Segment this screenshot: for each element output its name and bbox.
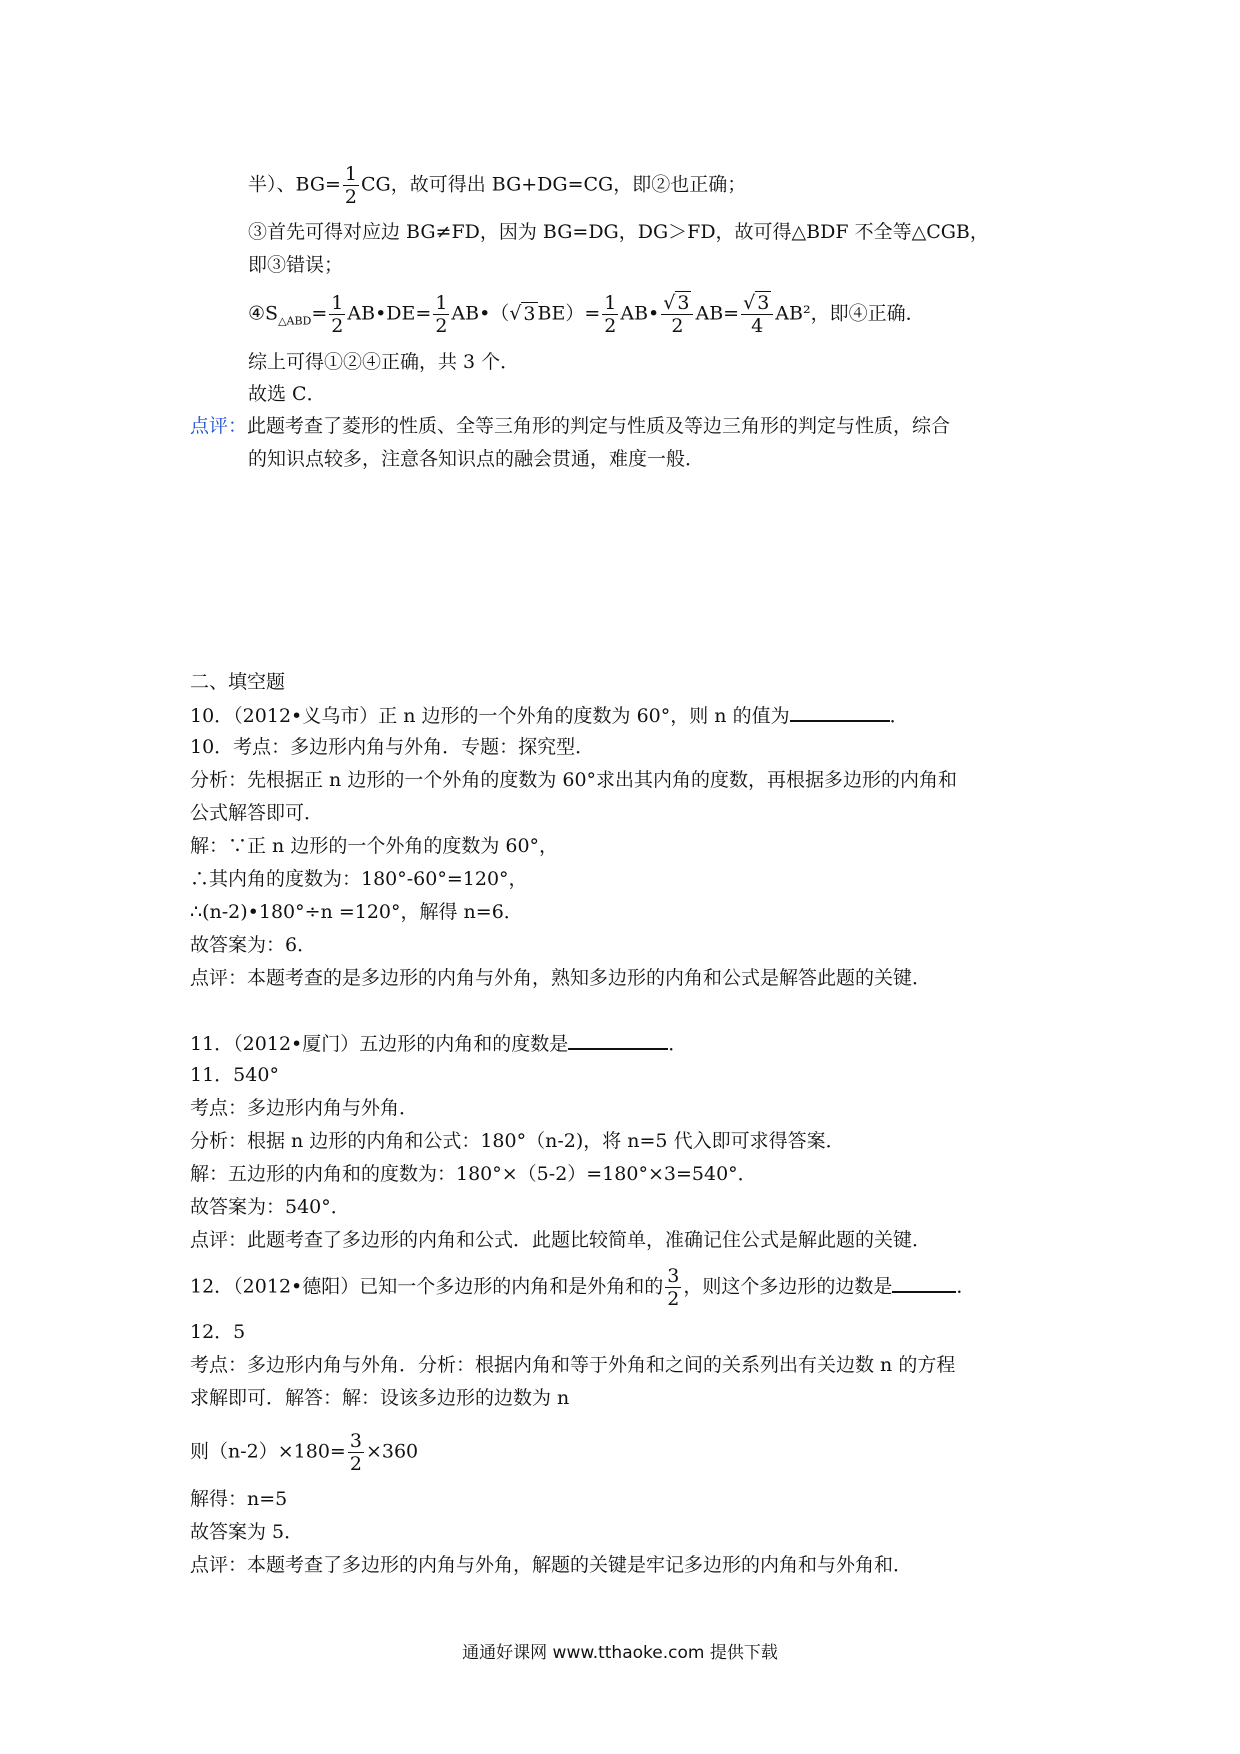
prev-l4-a: ④S [248,302,279,325]
q12-line-3: 求解即可．解答：解：设该多边形的边数为 n [190,1387,570,1409]
frac-num: 1 [435,292,448,314]
frac-num: 1 [604,292,617,314]
sqrt-radicand: 3 [677,292,690,314]
prev-line-3: 即③错误； [248,254,344,276]
section-title: 二、填空题 [190,671,286,693]
q10-line-1: 10．考点：多边形内角与外角．专题：探究型． [190,736,595,758]
q12-line-2: 考点：多边形内角与外角．分析：根据内角和等于外角和之间的关系列出有关边数 n 的方程 [190,1354,956,1376]
q10-line-2: 分析：先根据正 n 边形的一个外角的度数为 60°求出其内角的度数，再根据多边形的内角和 [190,769,958,791]
frac-num: 1 [331,292,344,314]
q12-line-1: 12．5 [190,1321,246,1343]
q11-line-2: 考点：多边形内角与外角． [190,1097,419,1119]
q12-stem [190,1265,975,1310]
frac-num [661,292,693,315]
fraction-half-3 [433,292,449,337]
q12-line-6: 故答案为 5． [190,1521,304,1543]
prev-l1-a: 半）、BG= [248,173,341,196]
q10-line-3: 公式解答即可． [190,802,324,824]
frac-den: 2 [667,1288,680,1310]
fraction-three-halves [665,1265,681,1310]
prev-l4-d: AB•（ [451,302,510,325]
answer-blank [790,702,890,722]
sqrt-radicand: 3 [757,292,770,314]
frac-den: 2 [331,315,344,337]
frac-num: 3 [349,1430,362,1452]
fraction-half [343,163,359,208]
answer-blank [568,1030,668,1050]
frac-den: 2 [435,315,448,337]
frac-den: 2 [604,315,617,337]
q11-stem-end: ． [668,1033,688,1055]
fraction-half-2 [329,292,345,337]
frac-num: 1 [344,163,358,185]
fraction-sqrt3-over-2 [661,292,693,337]
frac-den: 2 [344,186,358,208]
q12-l4-a: 则（n-2）×180= [190,1440,346,1463]
review-label: 点评： [190,415,248,437]
prev-l4-g: AB= [695,302,740,325]
area-subscript: △ABD [278,314,312,328]
q12-line-4 [190,1430,418,1475]
q10-stem-end: ． [889,705,909,727]
q11-stem-text: 11．（2012•厦门）五边形的内角和的度数是 [190,1033,569,1055]
prev-line-2: ③首先可得对应边 BG≠FD，因为 BG=DG，DG＞FD，故可得△BDF 不全等△CGB， [248,221,989,243]
fraction-sqrt3-over-4 [741,292,773,337]
prev-line-5: 综上可得①②④正确，共 3 个． [248,351,520,373]
q11-line-4: 解：五边形的内角和的度数为：180°×（5-2）=180°×3=540°． [190,1163,757,1185]
q12-stem-end: ． [956,1275,976,1298]
fraction-three-halves-2 [348,1430,364,1475]
sqrt-radicand: 3 [523,302,536,325]
frac-num: 3 [667,1265,680,1287]
frac-den: 2 [349,1453,362,1475]
q12-l4-b: ×360 [365,1440,419,1463]
sqrt-three: √ 3 [743,292,770,314]
footer-watermark: 通通好课网 www.tthaoke.com 提供下载 [462,1643,778,1663]
review-text-1: 此题考查了菱形的性质、全等三角形的判定与性质及等边三角形的判定与性质，综合 [247,415,951,437]
q10-line-6: ∴(n-2)•180°÷n =120°，解得 n=6． [190,901,523,923]
q10-line-4: 解：∵正 n 边形的一个外角的度数为 60°， [190,835,559,857]
q12-stem-text-2: ，则这个多边形的边数是 [683,1275,893,1298]
prev-line-4 [248,292,925,337]
review-line-2: 的知识点较多，注意各知识点的融会贯通，难度一般． [248,448,705,470]
prev-l4-e: BE）= [537,302,601,325]
q12-line-7: 点评：本题考查了多边形的内角与外角，解题的关键是牢记多边形的内角和与外角和． [190,1554,913,1576]
prev-l4-c: AB•DE= [347,302,432,325]
prev-l4-h: AB²，即④正确． [775,302,925,325]
sqrt-three: √ 3 [663,292,690,314]
q11-line-5: 故答案为：540°． [190,1196,350,1218]
prev-line-6: 故选 C． [248,383,326,405]
prev-l1-b: CG，故可得出 BG+DG=CG，即②也正确； [361,173,747,196]
q10-line-8: 点评：本题考查的是多边形的内角与外角，熟知多边形的内角和公式是解答此题的关键． [190,967,932,989]
review-line-1 [190,414,950,438]
answer-blank [892,1273,956,1293]
q12-stem-text: 12．（2012•德阳）已知一个多边形的内角和是外角和的 [190,1275,664,1298]
sqrt-three: √ 3 [509,302,536,325]
prev-l4-f: AB• [620,302,660,325]
q10-stem [190,702,909,728]
q11-line-6: 点评：此题考查了多边形的内角和公式．此题比较简单，准确记住公式是解此题的关键． [190,1229,932,1251]
q10-line-5: ∴其内角的度数为：180°-60°=120°， [190,868,528,890]
q11-stem [190,1030,687,1056]
frac-den: 2 [671,315,684,337]
frac-num [741,292,773,315]
q11-line-3: 分析：根据 n 边形的内角和公式：180°（n-2)，将 n=5 代入即可求得答案． [190,1130,845,1152]
q10-stem-text: 10．（2012•义乌市）正 n 边形的一个外角的度数为 60°，则 n 的值为 [190,705,790,727]
q12-line-5: 解得：n=5 [190,1488,288,1510]
q10-line-7: 故答案为：6． [190,934,317,956]
q11-line-1: 11．540° [190,1064,279,1086]
frac-den: 4 [751,315,764,337]
prev-line-1 [248,163,746,208]
fraction-half-4 [602,292,618,337]
prev-l4-b: = [311,302,328,325]
